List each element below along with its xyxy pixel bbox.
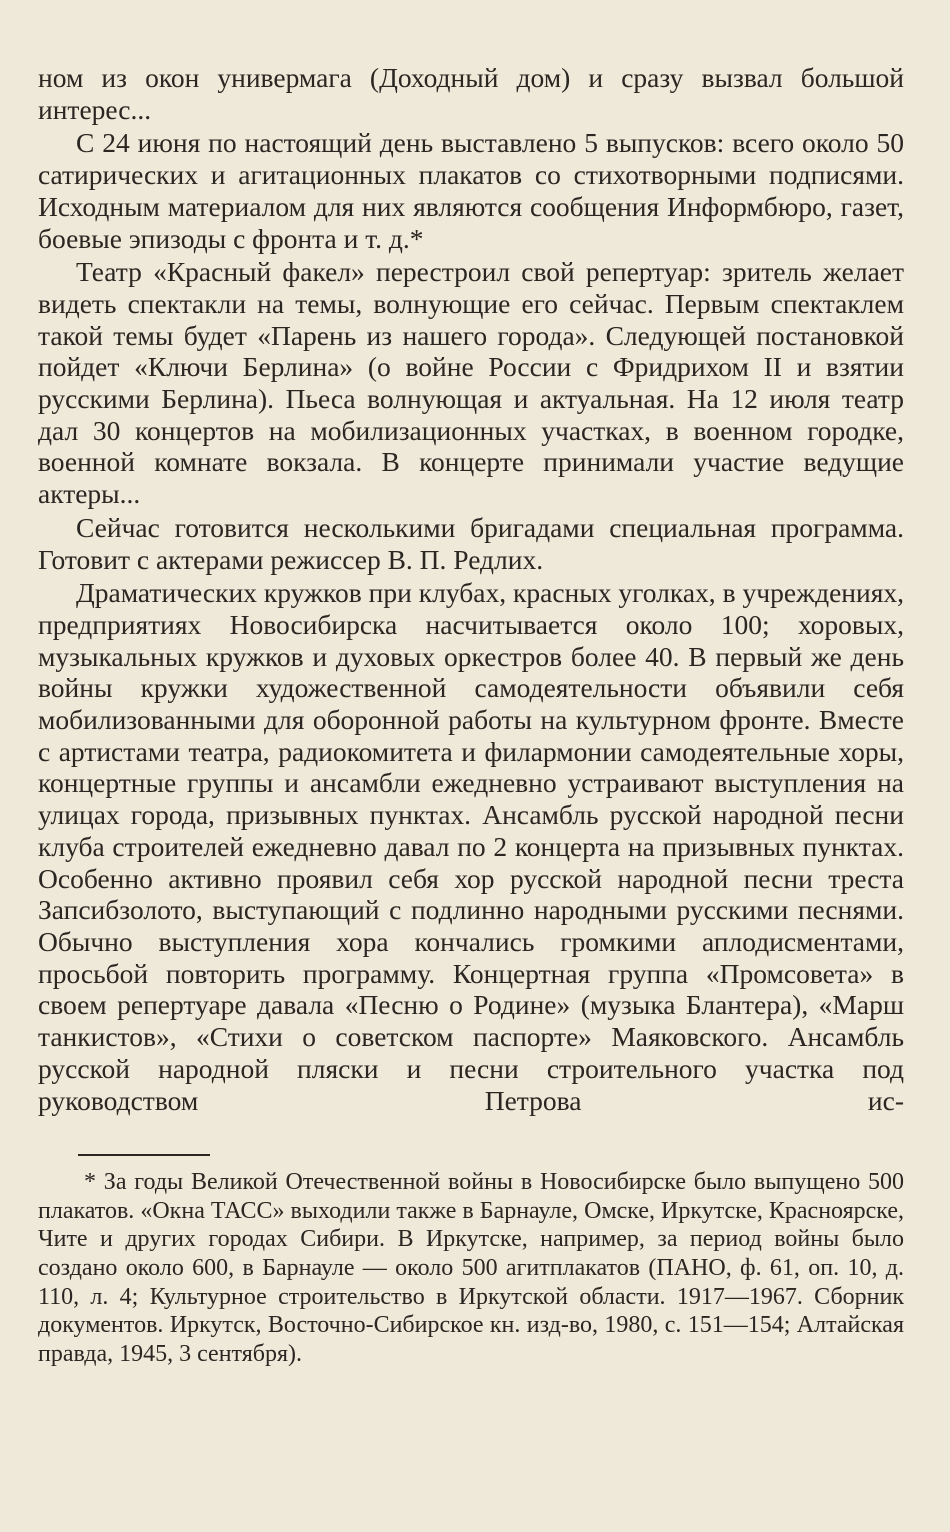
footnote-text: * За годы Великой Отечественной войны в Новосибирске было выпущено 500 плакатов. «Окна ТАСС» выходили также в Барнауле, Омске, Иркутске, Красноярске, Чите и других городах Сибири. В Иркутске, например, за период войны было создано около 600, в Барнауле — около 500 агитплакатов (ПАНО, ф. 61, оп. 10, д. 110, л. 4; Культурное строительство в Иркутской области. 1917—1967. Сборник документов. Иркутск, Восточно-Сибирское кн. изд-во, 1980, с. 151—154; Алтайская правда, 1945, 3 сентября). [38,1169,904,1367]
paragraph-red-torch-theatre: Театр «Красный факел» перестроил свой репертуар: зритель желает видеть спектакли на темы, волнующие его сейчас. Первым спектаклем такой темы будет «Парень из нашего города». Следующей постановкой пойдет «Ключи Берлина» (о войне России с Фридрихом II и взятии русскими Берлина). Пьеса волнующая и актуальная. На 12 июля театр дал 30 концертов на мобилизационных участках, в военном городке, военной комнате вокзала. В концерте принимали участие ведущие актеры... [38,256,904,510]
paragraph-continuation: ном из окон универмага (Доходный дом) и сразу вызвал большой интерес... [38,62,904,125]
footnote [38,1168,904,1368]
paragraph-special-program: Сейчас готовится несколькими бригадами специальная программа. Готовит с актерами режиссер В. П. Редлих. [38,511,904,575]
paragraph-drama-circles: Драматических кружков при клубах, красных уголках, в учреждениях, предприятиях Новосибирска насчитывается около 100; хоровых, музыкальных кружков и духовых оркестров более 40. В первый же день войны кружки художественной самодеятельности объявили себя мобилизованными для оборонной работы на культурном фронте. Вместе с артистами театра, радиокомитета и филармонии самодеятельные хоры, концертные группы и ансамбли ежедневно устраивают выступления на улицах города, призывных пунктах. Ансамбль русской народной песни клуба строителей ежедневно давал по 2 концерта на призывных пунктах. Особенно активно проявил себя хор русской народной песни треста Запсибзолото, выступающий с подлинно народными русскими песнями. Обычно выступления хора кончались громкими аплодисментами, просьбой повторить программу. Концертная группа «Промсовета» в своем репертуаре давала «Песню о Родине» (музыка Блантера), «Марш танкистов», «Стихи о советском паспорте» Маяковского. Ансамбль русской народной пляски и песни строительного участка под руководством Петрова ис- [38,577,904,1116]
main-text [38,62,904,1116]
paragraph-tass-windows: С 24 июня по настоящий день выставлено 5 выпусков: всего около 50 сатирических и агитационных плакатов со стихотворными подписями. Исходным материалом для них являются сообщения Информбюро, газет, боевые эпизоды с фронта и т. д.* [38,127,904,254]
footnote-divider [78,1154,210,1156]
document-page [38,62,904,1368]
